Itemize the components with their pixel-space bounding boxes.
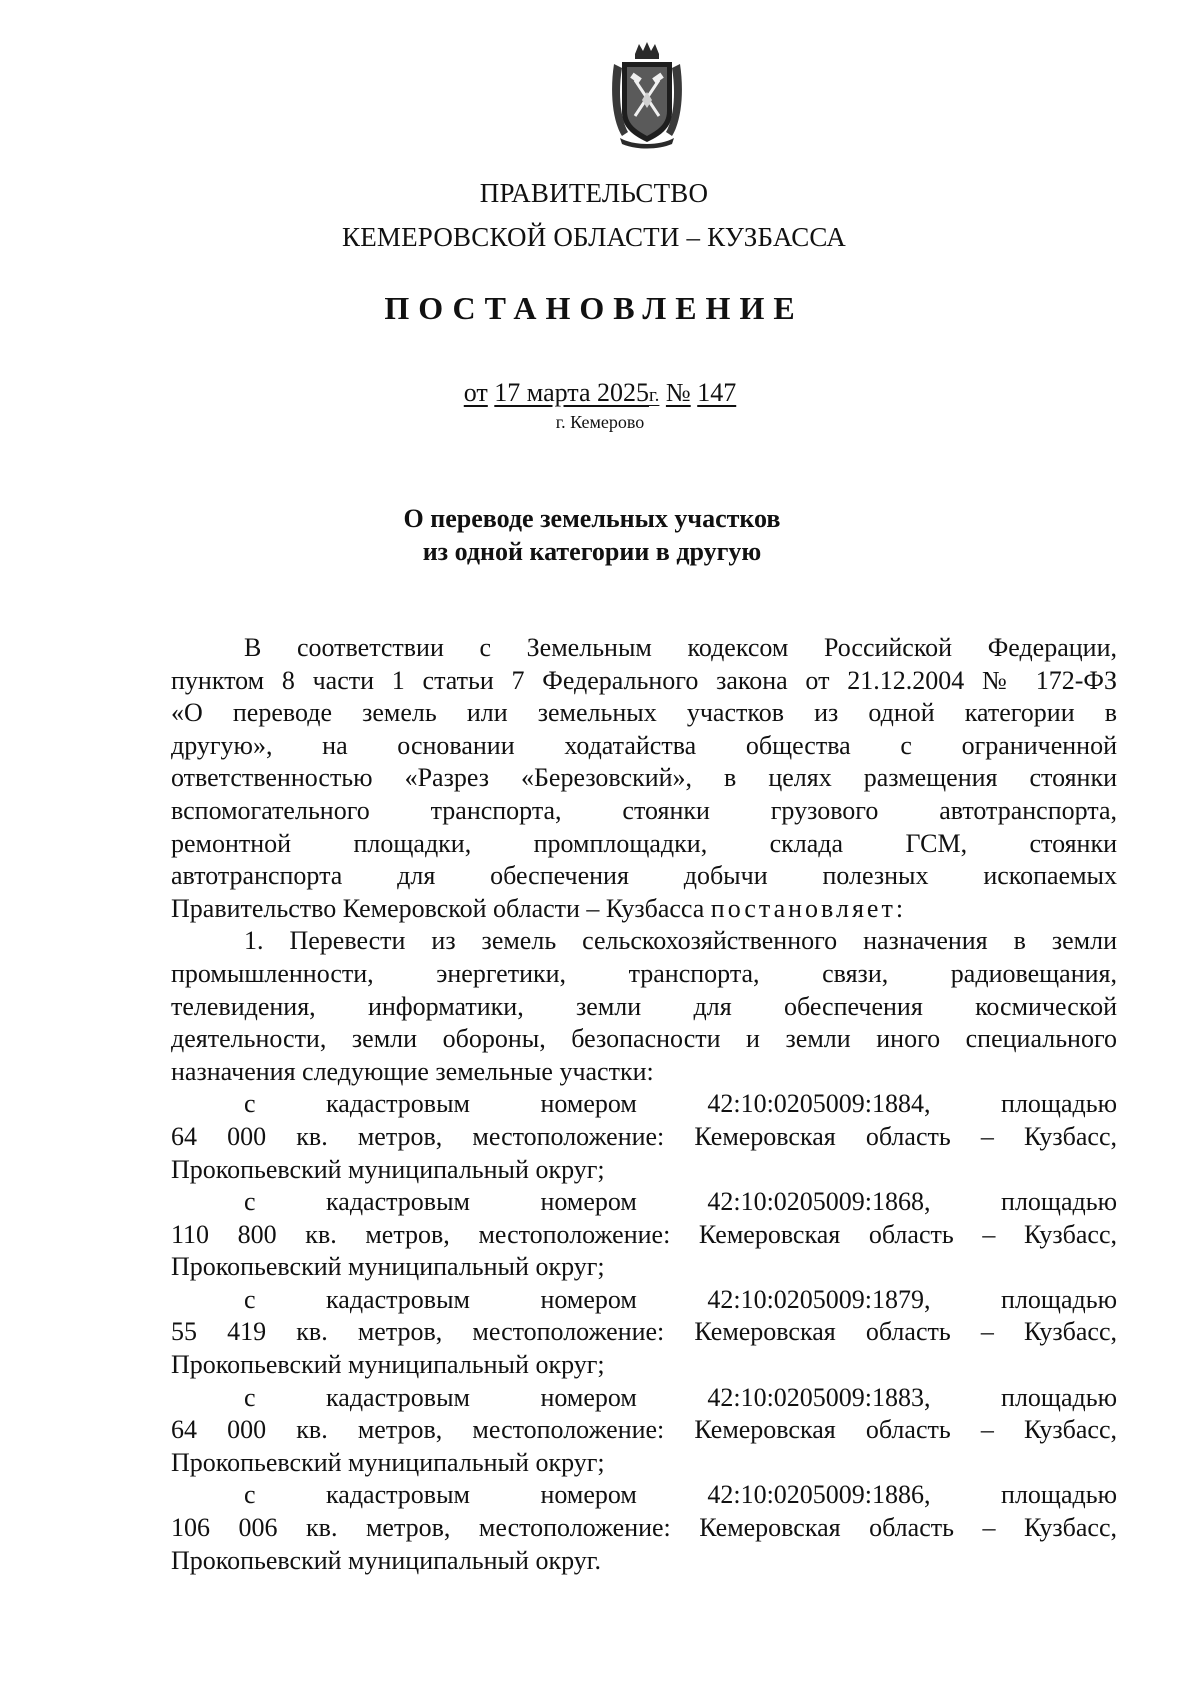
preamble-line: автотранспорта для обеспечения добычи полезных ископаемых	[171, 861, 1117, 891]
parcel-line: с кадастровым номером 42:10:0205009:1879, площадью	[244, 1284, 1117, 1314]
parcel-line: с кадастровым номером 42:10:0205009:1868, площадью	[244, 1187, 1117, 1217]
parcel-line: Прокопьевский муниципальный округ.	[171, 1545, 601, 1575]
preamble-last-line	[171, 893, 1117, 926]
parcel-line: с кадастровым номером 42:10:0205009:1884, площадью	[244, 1089, 1117, 1119]
item1-line: 1. Перевести из земель сельскохозяйственного назначения в земли	[244, 926, 1117, 956]
subject-line1: О переводе земельных участков	[403, 504, 781, 533]
number-sign: №	[665, 378, 691, 407]
document-city: г. Кемерово	[555, 412, 645, 432]
document-date: 17 марта 2025	[494, 378, 649, 407]
parcel-line: 106 006 кв. метров, местоположение: Кемеровская область – Кузбасс,	[171, 1513, 1117, 1543]
subject-line2: из одной категории в другую	[422, 537, 762, 566]
government-name-line1: ПРАВИТЕЛЬСТВО	[479, 178, 709, 208]
document-body	[171, 632, 1117, 1577]
decree-word: постановляет	[710, 893, 896, 923]
parcel-line: с кадастровым номером 42:10:0205009:1883, площадью	[244, 1382, 1117, 1412]
preamble-line: другую», на основании ходатайства общества с ограниченной	[171, 730, 1117, 760]
preamble-line: пунктом 8 части 1 статьи 7 Федерального закона от 21.12.2004 № 172-ФЗ	[171, 665, 1117, 695]
document-type-title: ПОСТАНОВЛЕНИЕ	[384, 290, 804, 326]
preamble-line: ответственностью «Разрез «Березовский», в целях размещения стоянки	[171, 763, 1117, 793]
preamble-line: вспомогательного транспорта, стоянки грузового автотранспорта,	[171, 795, 1117, 825]
preamble-line: ремонтной площадки, промплощадки, склада ГСМ, стоянки	[171, 828, 1117, 858]
parcel-line: Прокопьевский муниципальный округ;	[171, 1154, 605, 1184]
parcel-line: Прокопьевский муниципальный округ;	[171, 1447, 605, 1477]
parcel-line: 64 000 кв. метров, местоположение: Кемеровская область – Кузбасс,	[171, 1121, 1117, 1151]
document-number: 147	[697, 378, 737, 407]
preamble-line: «О переводе земель или земельных участков из одной категории в	[171, 698, 1117, 728]
government-name-line2: КЕМЕРОВСКОЙ ОБЛАСТИ – КУЗБАССА	[342, 222, 846, 252]
document-date-number	[0, 378, 1200, 408]
item1-last-line: назначения следующие земельные участки:	[171, 1056, 654, 1086]
date-prefix: от	[463, 378, 488, 407]
item1-line: деятельности, земли обороны, безопасности и земли иного специального	[171, 1024, 1117, 1054]
year-suffix: г.	[649, 385, 660, 406]
parcel-line: 64 000 кв. метров, местоположение: Кемеровская область – Кузбасс,	[171, 1415, 1117, 1445]
coat-of-arms-icon	[608, 40, 686, 150]
parcel-line: Прокопьевский муниципальный округ;	[171, 1252, 605, 1282]
preamble-last-text: Правительство Кемеровской области – Кузбасса	[171, 893, 705, 923]
parcel-line: 110 800 кв. метров, местоположение: Кемеровская область – Кузбасс,	[171, 1219, 1117, 1249]
parcel-line: Прокопьевский муниципальный округ;	[171, 1350, 605, 1380]
item1-line: телевидения, информатики, земли для обеспечения космической	[171, 991, 1117, 1021]
preamble-line: В соответствии с Земельным кодексом Российской Федерации,	[244, 633, 1117, 662]
decree-colon: :	[895, 893, 904, 923]
parcel-line: 55 419 кв. метров, местоположение: Кемеровская область – Кузбасс,	[171, 1317, 1117, 1347]
item1-line: промышленности, энергетики, транспорта, связи, радиовещания,	[171, 958, 1117, 988]
document-subject	[0, 502, 1192, 568]
parcel-line: с кадастровым номером 42:10:0205009:1886, площадью	[244, 1480, 1117, 1510]
